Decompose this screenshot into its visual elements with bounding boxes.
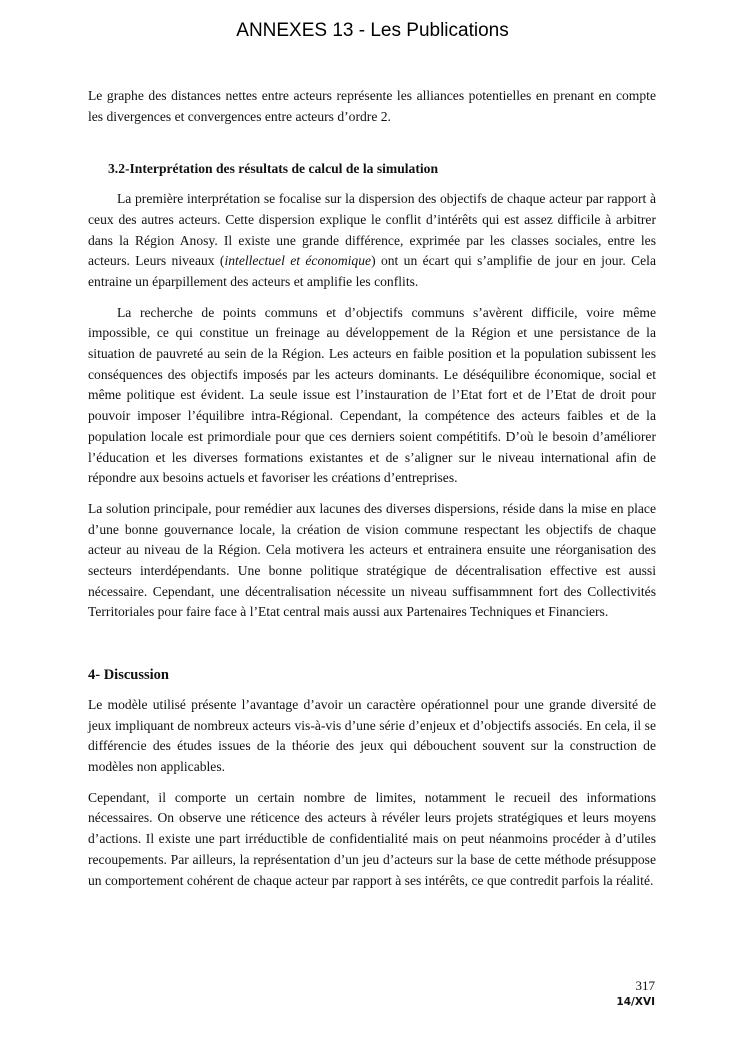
section-3-2-paragraph-1 [88,189,656,293]
page-number: 317 [635,978,655,993]
section-3-2-paragraph-2: La recherche de points communs et d’objectifs communs s’avèrent difficile, voire même impossible, ce qui constitue un freinage au développement de la Région et une persistance de la situation de pauvreté au sein de la Région. Les acteurs en faible position et la population subissent les conséquences des objectifs imposés par les acteurs dominants. Le déséquilibre économique, social et même politique est évident. La seule issue est l’instauration de l’Etat fort et de l’Etat de droit pour pouvoir imposer l’équilibre intra-Régional. Cependant, la compétence des acteurs faibles et de la population locale est primordiale pour que ces derniers soient compétitifs. D’où le besoin d’améliorer l’éducation et les diverses formations existantes et de s’aligner sur le niveau international afin de répondre aux besoins actuels et favoriser les créations d’entreprises. [88,304,656,486]
paragraph-text: ) ont un écart qui s’amplifie de jour en jour. Cela entraine un éparpillement des acteurs et amplifie les conflits. [88,253,656,289]
section-3-2-paragraph-3: La solution principale, pour remédier aux lacunes des diverses dispersions, réside dans la mise en place d’une bonne gouvernance locale, la création de vision commune respectant les objectifs de chaque acteur au niveau de la Région. Cela motivera les acteurs et entrainera ensuite une réorganisation des secteurs interdépendants. Une bonne politique stratégique de décentralisation effective est aussi nécessaire. Cependant, une décentralisation nécessite un niveau suffisammnent fort des Collectivités Territoriales pour faire face à l’Etat central mais aussi aux Partenaires Techniques et Financiers. [88,500,656,620]
italic-phrase: intellectuel et économique [224,253,372,269]
section-4-heading: 4- Discussion [88,667,169,684]
page-header-title: ANNEXES 13 - Les Publications [236,20,509,41]
intro-paragraph: Le graphe des distances nettes entre acteurs représente les alliances potentielles en prenant en compte les divergences et convergences entre acteurs d’ordre 2. [88,88,656,124]
document-body [88,86,656,901]
sheet-number: 14/XVI [616,996,655,1008]
section-3-2-heading: 3.2-Interprétation des résultats de calcul de la simulation [108,161,439,177]
paragraph-text: La première interprétation se focalise sur la dispersion des objectifs de chaque acteur par rapport à ceux des autres acteurs. Cette dispersion explique le conflit d’intérêts qui est assez difficile à arbitrer dans la Région Anosy. Il existe une grande différence, exprimée par les classes sociales, entre les acteurs. Leurs niveaux ( [88,191,656,269]
section-4-paragraph-1: Le modèle utilisé présente l’avantage d’avoir un caractère opérationnel pour une grande diversité de jeux impliquant de nombreux acteurs vis-à-vis d’une série d’enjeux et d’objectifs associés. En cela, il se différencie des études issues de la théorie des jeux qui débouchent souvent sur la construction de modèles non applicables. [88,696,656,774]
section-4-paragraph-2: Cependant, il comporte un certain nombre de limites, notamment le recueil des informations nécessaires. On observe une réticence des acteurs à révéler leurs projets stratégiques et leurs moyens d’actions. Il existe une part irréductible de confidentialité mais on peut néanmoins procéder à d’utiles recoupements. Par ailleurs, la représentation d’un jeu d’acteurs sur la base de cette méthode présuppose un comportement cohérent de chaque acteur par rapport à ses intérêts, ce que contredit parfois la réalité. [88,789,656,888]
